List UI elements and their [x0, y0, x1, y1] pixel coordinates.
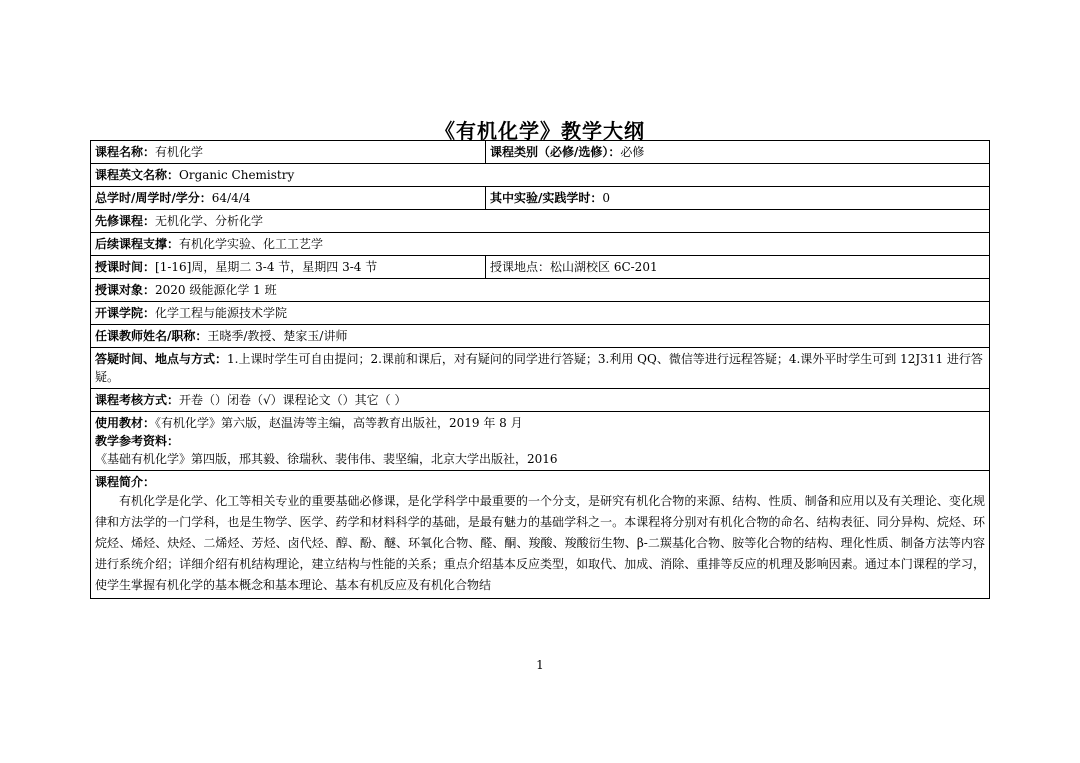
table-row: [91, 141, 990, 164]
college-cell: [91, 302, 990, 325]
table-row: [91, 302, 990, 325]
followup-value: 有机化学实验、化工工艺学: [179, 237, 324, 251]
page-number: 1: [536, 658, 544, 672]
reference-label: 教学参考资料：: [95, 434, 180, 448]
course-type-cell: [486, 141, 990, 164]
intro-label: 课程简介：: [95, 475, 156, 489]
place-value: 授课地点：松山湖校区 6C-201: [490, 260, 658, 274]
college-value: 化学工程与能源技术学院: [155, 306, 288, 320]
reference-value: 《基础有机化学》第四版，邢其毅、徐瑞秋、裴伟伟、裴坚编，北京大学出版社，2016: [95, 452, 558, 466]
textbook-value: 《有机化学》第六版，赵温涛等主编，高等教育出版社，2019 年 8 月: [155, 416, 523, 430]
qa-label: 答疑时间、地点与方式：: [95, 352, 228, 366]
lab-hours-value: 0: [602, 191, 611, 205]
place-cell: [486, 256, 990, 279]
english-name-cell: [91, 164, 990, 187]
table-row: [91, 210, 990, 233]
table-row: [91, 471, 990, 599]
table-row: [91, 164, 990, 187]
table-row: [91, 389, 990, 412]
followup-label: 后续课程支撑：: [95, 237, 180, 251]
english-name-value: Organic Chemistry: [179, 168, 295, 182]
prereq-value: 无机化学、分析化学: [155, 214, 264, 228]
hours-value: 64/4/4: [211, 191, 251, 205]
table-row: [91, 325, 990, 348]
teacher-label: 任课教师姓名/职称：: [95, 329, 208, 343]
materials-cell: [91, 412, 990, 471]
target-label: 授课对象：: [95, 283, 156, 297]
time-label: 授课时间：: [95, 260, 156, 274]
exam-value: 开卷（）闭卷（√）课程论文（）其它（ ）: [179, 393, 407, 407]
time-value: [1-16]周，星期二 3-4 节，星期四 3-4 节: [155, 260, 378, 274]
english-name-label: 课程英文名称：: [95, 168, 180, 182]
target-cell: [91, 279, 990, 302]
course-name-cell: [91, 141, 486, 164]
college-label: 开课学院：: [95, 306, 156, 320]
table-row: [91, 187, 990, 210]
teacher-value: 王晓季/教授、楚家玉/讲师: [207, 329, 348, 343]
qa-cell: [91, 348, 990, 389]
hours-label: 总学时/周学时/学分：: [95, 191, 212, 205]
textbook-line: [95, 414, 985, 432]
lab-hours-label: 其中实验/实践学时：: [490, 191, 603, 205]
table-row: [91, 348, 990, 389]
intro-cell: [91, 471, 990, 599]
table-row: [91, 279, 990, 302]
table-row: [91, 412, 990, 471]
target-value: 2020 级能源化学 1 班: [155, 283, 277, 297]
prereq-label: 先修课程：: [95, 214, 156, 228]
syllabus-table: [90, 140, 990, 599]
qa-value: 1.上课时学生可自由提问；2.课前和课后，对有疑问的同学进行答疑；3.利用 QQ、微信等进行远程答疑；4.课外平时学生可到 12J311 进行答疑。: [95, 352, 983, 384]
course-type-label: 课程类别（必修/选修）：: [490, 145, 621, 159]
hours-cell: [91, 187, 486, 210]
course-name-label: 课程名称：: [95, 145, 156, 159]
intro-text: 有机化学是化学、化工等相关专业的重要基础必修课，是化学科学中最重要的一个分支，是研究有机化合物的来源、结构、性质、制备和应用以及有关理论、变化规律和方法学的一门学科，也是生物学、医学、药学和材料科学的基础，是最有魅力的基础学科之一。本课程将分别对有机化合物的命名、结构表征、同分异构、烷烃、环烷烃、烯烃、炔烃、二烯烃、芳烃、卤代烃、醇、酚、醚、环氧化合物、醛、酮、羧酸、羧酸衍生物、β-二羰基化合物、胺等化合物的结构、理化性质、制备方法等内容进行系统介绍；详细介绍有机结构理论，建立结构与性能的关系；重点介绍基本反应类型，如取代、加成、消除、重排等反应的机理及影响因素。通过本门课程的学习，使学生掌握有机化学的基本概念和基本理论、基本有机反应及有机化合物结: [95, 494, 985, 592]
followup-cell: [91, 233, 990, 256]
textbook-label: 使用教材：: [95, 416, 156, 430]
prereq-cell: [91, 210, 990, 233]
course-name-value: 有机化学: [155, 145, 204, 159]
course-type-value: 必修: [620, 145, 645, 159]
table-row: [91, 233, 990, 256]
document-title: 《有机化学》教学大纲: [435, 119, 645, 143]
teacher-cell: [91, 325, 990, 348]
exam-label: 课程考核方式：: [95, 393, 180, 407]
table-row: [91, 256, 990, 279]
exam-cell: [91, 389, 990, 412]
lab-hours-cell: [486, 187, 990, 210]
time-cell: [91, 256, 486, 279]
